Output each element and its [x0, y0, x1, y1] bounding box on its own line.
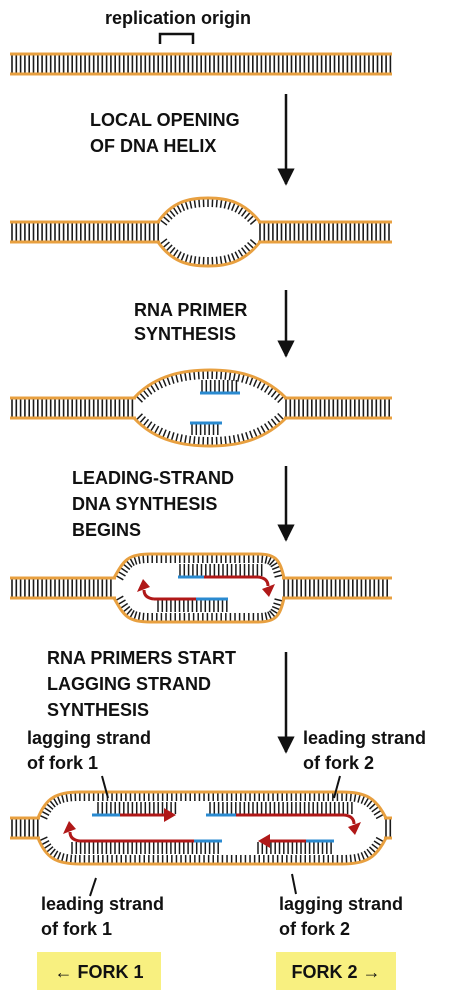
- stage-open-bubble: [10, 198, 392, 266]
- helix-rungs: [12, 819, 38, 837]
- leading-bottom-curve: [144, 590, 154, 599]
- helix-rungs: [284, 579, 387, 597]
- helix-rungs: [386, 819, 390, 837]
- label-step4-line1: RNA PRIMERS START: [47, 648, 236, 668]
- helix-rungs: [12, 399, 132, 417]
- label-step3-line3: BEGINS: [72, 520, 142, 540]
- new-bottom-rungs: [158, 600, 227, 612]
- helix-rungs: [260, 223, 389, 241]
- fork1-leading-curve: [70, 832, 80, 841]
- label-step3-line1: LEADING-STRAND: [72, 468, 234, 488]
- fork1-lagging-rungs: [98, 802, 175, 814]
- leading-top-curve: [258, 577, 268, 586]
- label-step1-line2: OF DNA HELIX: [90, 136, 217, 156]
- new-top-rungs: [180, 564, 262, 576]
- helix-rungs: [286, 399, 389, 417]
- fork1-leading-rungs: [72, 842, 218, 854]
- label-lagging-fork1-line1: lagging strand: [27, 728, 152, 748]
- helix-rungs: [12, 55, 390, 73]
- label-leading-fork2-line1: leading strand: [303, 728, 427, 748]
- label-step4-line2: LAGGING STRAND: [47, 674, 211, 694]
- helix-rungs: [12, 579, 111, 597]
- primer-bottom-rungs: [192, 424, 218, 435]
- label-leading-fork2-line2: of fork 2: [303, 753, 375, 773]
- label-step4-line3: SYNTHESIS: [47, 700, 150, 720]
- bubble-bottom-ticks: [136, 413, 284, 446]
- label-step1-line1: LOCAL OPENING: [90, 110, 240, 130]
- label-lagging-fork2-line1: lagging strand: [279, 894, 404, 914]
- label-fork2: FORK 2 →: [291, 962, 381, 982]
- fork2-leading-curve: [344, 815, 354, 824]
- stage-primers: [10, 370, 392, 446]
- label-step2-line2: SYNTHESIS: [134, 324, 237, 344]
- primer-top-rungs: [202, 380, 236, 392]
- fork2-lagging-strand-arrowhead: [258, 834, 270, 848]
- bubble-bottom-ticks: [160, 239, 257, 266]
- label-leading-fork1-line2: of fork 1: [41, 919, 113, 939]
- label-lagging-fork2-line2: of fork 2: [279, 919, 351, 939]
- label-lagging-fork1-line2: of fork 1: [27, 753, 99, 773]
- label-step2-line1: RNA PRIMER: [134, 300, 248, 320]
- stage-leading-strand: [10, 554, 392, 622]
- label-fork1: ← FORK 1: [54, 962, 144, 982]
- bubble-top-ticks: [160, 198, 257, 225]
- pointer-lag2: [292, 874, 296, 894]
- helix-rungs: [12, 223, 158, 241]
- origin-bracket: [160, 34, 193, 44]
- dna-helix: [10, 54, 392, 74]
- label-leading-fork1-line1: leading strand: [41, 894, 165, 914]
- stage-closed-helix: [10, 34, 392, 74]
- fork1-lagging-strand-arrowhead: [164, 808, 176, 822]
- label-replication-origin: replication origin: [104, 8, 252, 28]
- stage-two-forks: [10, 792, 392, 864]
- label-step3-line2: DNA SYNTHESIS: [72, 494, 218, 514]
- fork2-leading-rungs: [210, 802, 352, 814]
